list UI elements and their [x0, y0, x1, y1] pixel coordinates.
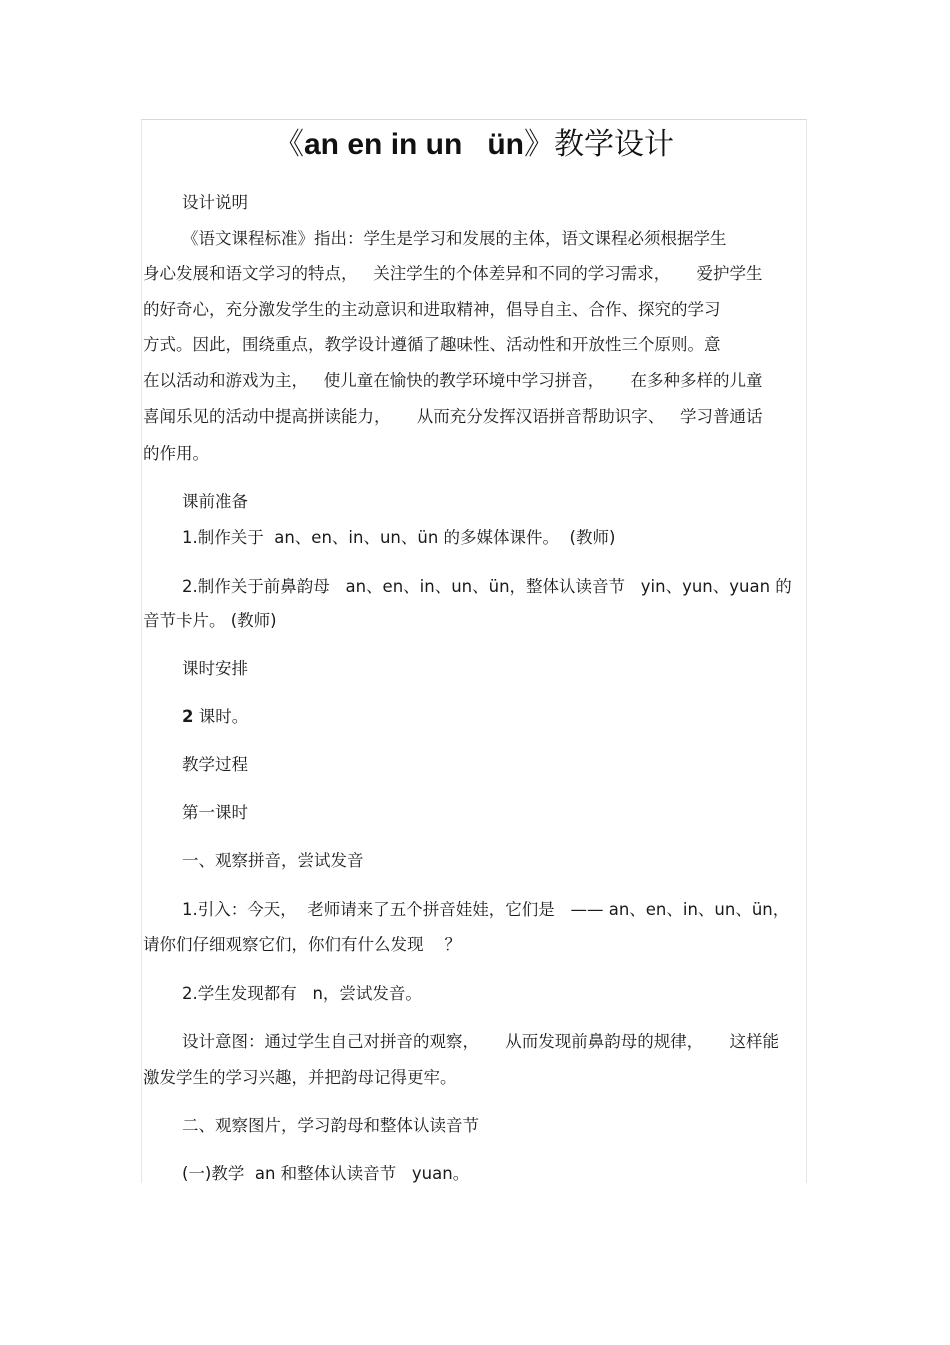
title-open-bracket: 《 — [274, 127, 304, 162]
paragraph-line: 1.引入：今天， 老师请来了五个拼音娃娃，它们是 —— an、en、in、un、ün， — [182, 900, 790, 919]
heading-first-lesson: 第一课时 — [182, 803, 248, 822]
document-title — [141, 123, 807, 167]
heading-schedule: 课时安排 — [182, 659, 248, 678]
lesson-unit: 课时。 — [193, 707, 249, 726]
design-intent-line: 激发学生的学习兴趣，并把韵母记得更牢。 — [143, 1068, 457, 1087]
paragraph-line: 的作用。 — [143, 444, 209, 463]
heading-preparation: 课前准备 — [182, 492, 248, 511]
paragraph-line: 2.学生发现都有 n，尝试发音。 — [182, 984, 422, 1003]
design-intent-line: 设计意图：通过学生自己对拼音的观察， 从而发现前鼻韵母的规律， 这样能 — [182, 1032, 779, 1051]
schedule-value — [182, 705, 248, 729]
paragraph-line: 方式。因此，围绕重点，教学设计遵循了趣味性、活动性和开放性三个原则。意 — [143, 335, 721, 354]
paragraph-line: 身心发展和语文学习的特点， 关注学生的个体差异和不同的学习需求， 爱护学生 — [143, 264, 763, 283]
paragraph-line: 的好奇心，充分激发学生的主动意识和进取精神，倡导自主、合作、探究的学习 — [143, 300, 721, 319]
heading-design-notes: 设计说明 — [182, 193, 248, 212]
section-heading: 二、观察图片，学习韵母和整体认读音节 — [182, 1116, 479, 1135]
lesson-count: 2 — [182, 707, 194, 726]
list-item: 1.制作关于 an、en、in、un、ün 的多媒体课件。 (教师) — [182, 528, 616, 547]
paragraph-line: 《语文课程标准》指出：学生是学习和发展的主体，语文课程必须根据学生 — [182, 229, 727, 248]
section-heading: 一、观察拼音，尝试发音 — [182, 851, 364, 870]
paragraph-line: 在以活动和游戏为主， 使儿童在愉快的教学环境中学习拼音， 在多种多样的儿童 — [143, 371, 763, 390]
title-latin: an en in un ün — [304, 128, 524, 161]
paragraph-line: 喜闻乐见的活动中提高拼读能力， 从而充分发挥汉语拼音帮助识字、 学习普通话 — [143, 407, 763, 426]
title-suffix: 》教学设计 — [524, 127, 674, 162]
list-item-continuation: 音节卡片。 (教师) — [143, 611, 277, 630]
heading-process: 教学过程 — [182, 755, 248, 774]
subsection-heading: (一)教学 an 和整体认读音节 yuan。 — [182, 1164, 470, 1183]
list-item: 2.制作关于前鼻韵母 an、en、in、un、ün，整体认读音节 yin、yun、yuan 的 — [182, 577, 792, 596]
paragraph-line: 请你们仔细观察它们，你们有什么发现 ？ — [143, 935, 461, 954]
